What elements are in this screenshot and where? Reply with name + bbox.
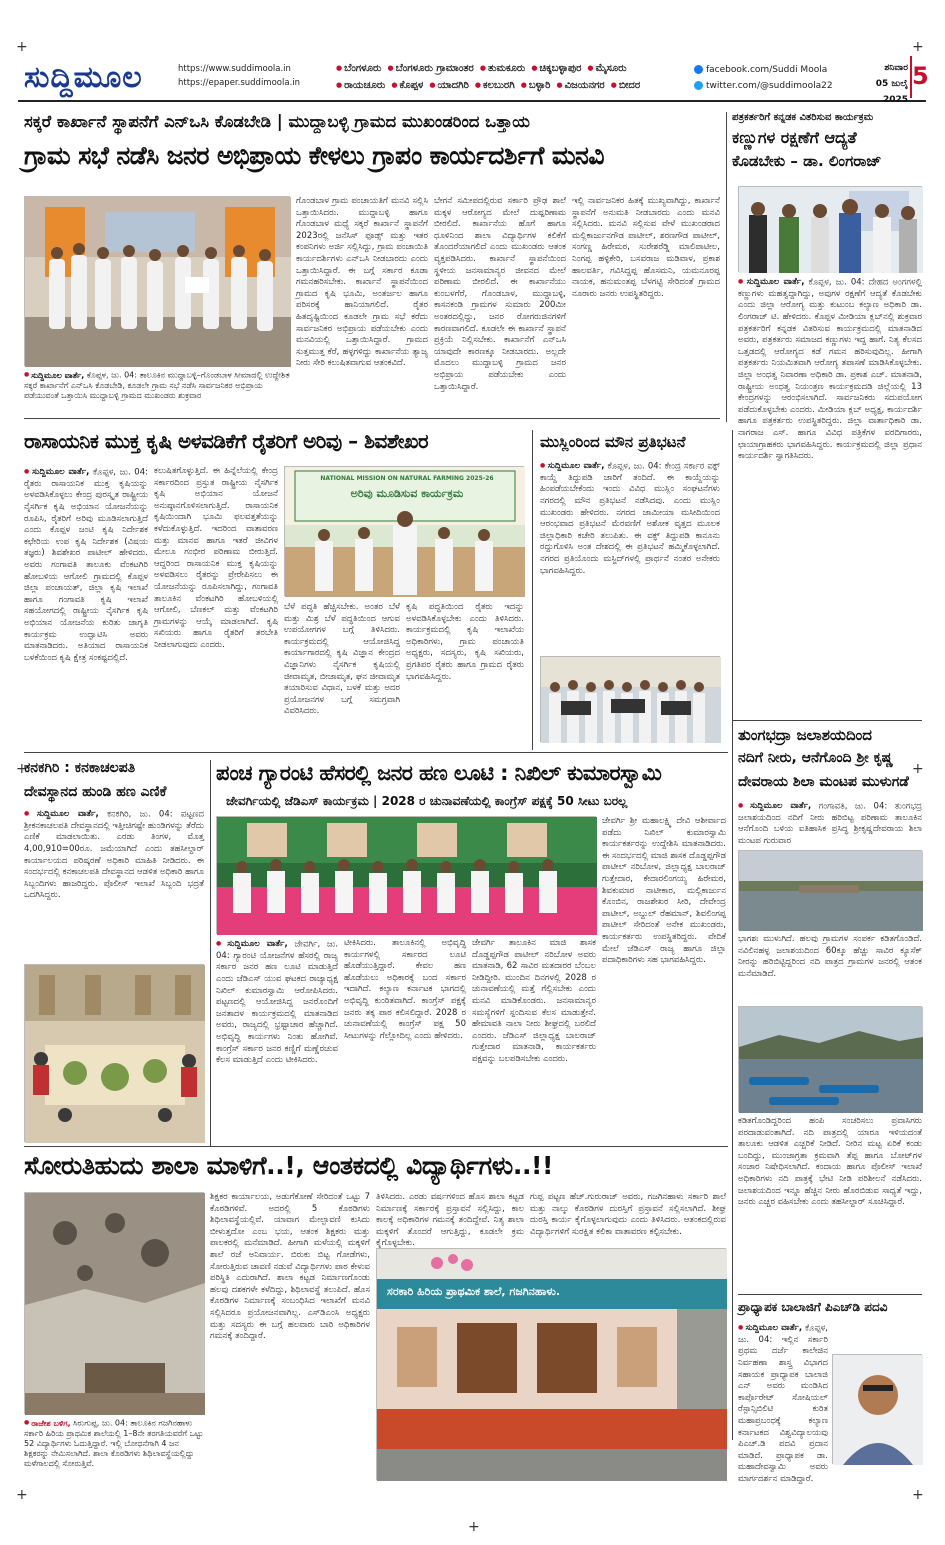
protest-headline: ಮುಸ್ಲಿಂರಿಂದ ಮೌನ ಪ್ರತಿಭಟನೆ xyxy=(540,433,686,451)
twitter-link[interactable]: twitter.com/@suddimoola22 xyxy=(706,81,833,91)
kanakagiri-text: ಕನಕಗಿರಿ, ಜು. 04: ಪಟ್ಟಣದ ಶ್ರೀಕನಕಾಚಲಪತಿ ದೇವಸ್ಥಾನದಲ್ಲಿ ಇತ್ತೀಚಿಗಷ್ಟೇ ಹುಂಡಿಗಳನ್ನು ತೆರೆದು ಎಣಿಕೆ ಮಾಡಲಾಯಿತು. ಎರಡು ತಿಂಗಳ, ಮೊತ್ತ 4,00,910=00ರೂ. ಜಮೆಯಾಗಿದೆ ಎಂದು ತಹಸೀಲ್ದಾರ್ ಕಾರ್ಯಾಲಯದ ಪರಿಷ್ಕರಣೆ ಅಧಿಕಾರಿ ಮಾಹಿತಿ ನೀಡಿದರು. ಈ ಸಂದರ್ಭದಲ್ಲಿ ಕನಕಾಚಲಪತಿ ದೇವಸ್ಥಾನದ ಆಡಳಿತ ಅಧಿಕಾರಿ ಹಾಗೂ ಸಿಬ್ಬಂದಿಗಳು ಹಾಜರಿದ್ದರು. ಪೊಲೀಸ್ ಇಲಾಖೆ ಸಿಬ್ಬಂದಿ ಭದ್ರತೆ ಒದಗಿಸಿದ್ದರು. xyxy=(24,809,205,901)
city-item: ● ಬಳ್ಳಾರಿ xyxy=(521,80,551,91)
kanakagiri-photo xyxy=(24,964,204,1142)
city-item: ● ರಾಯಚೂರು xyxy=(336,80,385,91)
protest-photo xyxy=(540,656,720,742)
kanakagiri-body xyxy=(24,808,204,956)
banner-title: ಅರಿವು ಮೂಡಿಸುವ ಕಾರ್ಯಕ್ರಮ xyxy=(350,487,464,500)
column-divider xyxy=(732,430,733,1440)
school-col3: ಗುಪ್ಪ ಪಟ್ಟಣ ಹೆಚ್.ಗುರುರಾಜ್ ಅವರು, ಗಜಗಿನಹಾಳು ಸರ್ಕಾರಿ ಶಾಲೆ ಮತ್ತು ನಾಲ್ಕು ಕೊಠಡಿಗಳ ದುರಸ್ತಿಗೆ ಪ್ರಸ್ತಾವನೆ ಸಲ್ಲಿಸಲಾಗಿದೆ. ಶೀಘ್ರ ದುರಸ್ತಿ ಕಾರ್ಯ ಕೈಗೊಳ್ಳಲಾಗುವುದು ಎಂದು ತಿಳಿಸಿದರು. ಆತಂಕದಲ್ಲಿರುವ ವಿದ್ಯಾರ್ಥಿಗಳಿಗೆ ಸುರಕ್ಷಿತ ಕಲಿಕಾ ವಾತಾವರಣ ಕಲ್ಪಿಸಬೇಕು. xyxy=(530,1192,726,1237)
story1-col1: ಗೊಂಡಬಾಳ ಗ್ರಾಮ ಪಂಚಾಯತಿಗೆ ಮನವಿ ಸಲ್ಲಿಸಿ ಒತ್ತಾಯಿಸಿದರು. ಮುದ್ದಾಬಳ್ಳಿ ಹಾಗೂ ಗೊಂಡಬಾಳ ಮಧ್ಯೆ ಸಕ್ಕರೆ ಕಾರ್ಖಾನೆ ಸ್ಥಾಪನೆಗೆ 2023ರಲ್ಲಿ ಜನೆಸಿಸ್ ಫೂಡ್ಸ್ ಮತ್ತು ಇತರ ಕಂಪನಿಗಳು ಅರ್ಜಿ ಸಲ್ಲಿಸಿದ್ದು, ಗ್ರಾಮ ಪಂಚಾಯಿತಿ ಕಾರ್ಯದರ್ಶಿಗಳು ಎನ್‌ಒಸಿ ನೀಡಬಾರದು ಎಂದು ಒತ್ತಾಯಿಸಿದ್ದಾರೆ. ಈ ಬಗ್ಗೆ ಸರ್ಕಾರ ಕೂಡಾ ಗಮನಹರಿಸಬೇಕು. ಕಾರ್ಖಾನೆ ಸ್ಥಾಪನೆಯಿಂದ ಗ್ರಾಮದ ಕೃಷಿ ಭೂಮಿ, ಅಂತರ್ಜಲ ಹಾಗೂ ಪರಿಸರಕ್ಕೆ ಹಾನಿಯಾಗಲಿದೆ. ರೈತರ ಹಿತದೃಷ್ಟಿಯಿಂದ ಕೂಡಲೇ ಗ್ರಾಮ ಸಭೆ ಕರೆದು ಸಾರ್ವಜನಿಕರ ಅಭಿಪ್ರಾಯ ಪಡೆಯಬೇಕು ಎಂದು ಮನವಿಯಲ್ಲಿ ಒತ್ತಾಯಿಸಿದ್ದಾರೆ. ಗ್ರಾಮದ ಸುತ್ತಮುತ್ತ ಕೆರೆ, ಹಳ್ಳಗಳಿದ್ದು ಕಾರ್ಖಾನೆಯ ತ್ಯಾಜ್ಯ ನೀರು ಸೇರಿ ಕಲುಷಿತವಾಗುವ ಆತಂಕವಿದೆ. xyxy=(296,196,428,369)
hampi-photo-boats xyxy=(738,1006,922,1112)
issue-date xyxy=(854,60,908,108)
school-col2: ತಿಳಿಸಿದರು. ಎರಡು ವರ್ಷಗಳಿಂದ ಹೊಸ ಶಾಲಾ ಕಟ್ಟಡ ನಿರ್ಮಾಣಕ್ಕೆ ಸರ್ಕಾರಕ್ಕೆ ಪ್ರಸ್ತಾವನೆ ಸಲ್ಲಿಸಿದ್ದು, ಕಾಲ ಕಾಲಕ್ಕೆ ಅಧಿಕಾರಿಗಳ ಗಮನಕ್ಕೆ ತಂದಿದ್ದೇವೆ. ನಿತ್ಯ ಶಾಲಾ ಮಕ್ಕಳಿಗೆ ತೊಂದರೆ ಆಗುತ್ತಿದ್ದು, ಕೂಡಲೇ ಕ್ರಮ ಕೈಗೊಳ್ಳಬೇಕು. xyxy=(376,1192,524,1249)
facebook-icon xyxy=(694,65,703,74)
lingaraj-photo xyxy=(738,186,922,272)
column-divider xyxy=(210,760,211,1146)
nikhil-col3: ಜೇವರ್ಗಿ ತಾಲೂಕಿನ ಮಾಜಿ ಶಾಸಕ ದೊಡ್ಡಪ್ಪಗೌಡ ಪಾಟೀಲ್ ನರಿಬೋಳ ಅವರು ಮಾತನಾಡಿ, 62 ಸಾವಿರ ಮತದಾರರ ಬೆಂಬಲ ನೀಡಿದ್ದೀರಿ. ಮುಂದಿನ ದಿನಗಳಲ್ಲಿ 2028 ರ ಚುನಾವಣೆಯಲ್ಲಿ ಮತ್ತೆ ಗೆಲ್ಲಿಸಬೇಕು ಎಂದು ಮನವಿ ಮಾಡಿಕೊಂಡರು. ಜನಸಾಮಾನ್ಯರ ಸಮಸ್ಯೆಗಳಿಗೆ ಸ್ಪಂದಿಸುವ ಕೆಲಸ ಮಾಡುತ್ತೇನೆ. ಹೇಮಾವತಿ ನಾಲಾ ನೀರು ಶೀಘ್ರದಲ್ಲಿ ಬರಲಿದೆ ಎಂದರು. ಜೆಡಿಎಸ್ ಜಿಲ್ಲಾಧ್ಯಕ್ಷ ಬಾಲರಾಜ್ ಗುತ್ತೇದಾರ ಮಾತನಾಡಿ, ಕಾರ್ಯಕರ್ತರು ಪಕ್ಷವನ್ನು ಬಲಪಡಿಸಬೇಕು ಎಂದರು. xyxy=(472,938,596,1064)
city-item: ● ಬೆಂಗಳೂರು xyxy=(336,63,381,74)
epaper-link[interactable]: https://epaper.suddimoola.in xyxy=(178,78,301,88)
protest-text: ಕೊಪ್ಪಳ, ಜು. 04: ಕೇಂದ್ರ ಸರ್ಕಾರ ವಕ್ಫ್ ಕಾಯ್ದೆ ತಿದ್ದುಪಡಿ ಜಾರಿಗೆ ತಂದಿದೆ. ಈ ಕಾಯ್ದೆಯನ್ನು ಹಿಂಪಡೆಯಬೇಕೆಂದು ಇಂದು ವಿವಿಧ ಮುಸ್ಲಿಂ ಸಂಘಟನೆಗಳು ನಗರದಲ್ಲಿ ಮೌನ ಪ್ರತಿಭಟನೆ ನಡೆಸಿದವು. ಎಂದು ಮುಸ್ಲಿಂ ಮುಖಂಡರು ಹೇಳಿದರು. ನಗರದ ಜಾಮೀಯಾ ಮಸೀದಿಯಿಂದ ಆರಂಭವಾದ ಪ್ರತಿಭಟನೆ ಮೆರವಣಿಗೆ ಅಶೋಕ ವೃತ್ತದ ಮೂಲಕ ಜಿಲ್ಲಾಧಿಕಾರಿ ಕಚೇರಿ ತಲುಪಿತು. ಈ ವಕ್ಫ್ ತಿದ್ದುಪಡಿ ಕಾನೂನು ರದ್ದುಗೊಳಿಸಿ ಅಂತ ದೇಶದಲ್ಲಿ ಈ ಪ್ರತಿಭಟನೆ ಹಮ್ಮಿಕೊಳ್ಳಲಾಗಿದೆ. ನಗರದ ಪ್ರತಿಯೊಂದು ಮಸ್ಜಿದ್‌ಗಳಲ್ಲಿ ಪ್ರಾರ್ಥನೆ ನಂತರ ಅನೇಕರು ಭಾಗವಹಿಸಿದ್ದರು. xyxy=(540,461,721,576)
shivashekar-col4: ಕೃಷಿ ಪದ್ಧತಿಯಿಂದ ರೈತರು ಇದನ್ನು ಅಳವಡಿಸಿಕೊಳ್ಳಬೇಕು ಎಂದು ತಿಳಿಸಿದರು. ಕಾರ್ಯಕ್ರಮದಲ್ಲಿ ಕೃಷಿ ಇಲಾಖೆಯ ಅಧಿಕಾರಿಗಳು, ಗ್ರಾಮ ಪಂಚಾಯತಿ ಅಧ್ಯಕ್ಷರು, ಸದಸ್ಯರು, ಕೃಷಿ ಸಖಿಯರು, ಪ್ರಗತಿಪರ ರೈತರು ಹಾಗೂ ಗ್ರಾಮದ ರೈತರು ಭಾಗವಹಿಸಿದ್ದರು. xyxy=(406,602,524,682)
city-item: ● ಚಿಕ್ಕಬಳ್ಳಾಪುರ xyxy=(531,63,581,74)
story1-col2: ಬೇಗನೆ ಸಮೀಪದಲ್ಲಿರುವ ಸರ್ಕಾರಿ ಪ್ರೌಢ ಶಾಲೆ ಮಕ್ಕಳ ಆರೋಗ್ಯದ ಮೇಲೆ ದುಷ್ಪರಿಣಾಮ ಬೀರಲಿದೆ. ಕಾರ್ಖಾನೆಯ ಹೊಗೆ ಹಾಗೂ ಧೂಳಿನಿಂದ ಶಾಲಾ ವಿದ್ಯಾರ್ಥಿಗಳ ಕಲಿಕೆಗೆ ತೊಂದರೆಯಾಗಲಿದೆ ಎಂದು ಮುಖಂಡರು ಆತಂಕ ವ್ಯಕ್ತಪಡಿಸಿದರು. ಕಾರ್ಖಾನೆ ಸ್ಥಾಪನೆಯಿಂದ ಸ್ಥಳೀಯ ಜನಸಾಮಾನ್ಯರ ಜೀವನದ ಮೇಲೆ ಪರಿಣಾಮ ಬೀರಲಿದೆ. ಈ ಕಾರ್ಖಾನೆಯು ಕುಂಬಳಗೆರೆ, ಗೊಂಡಬಾಳ, ಮುದ್ದಾಬಳ್ಳಿ, ಕಾಸನಕಂಡಿ ಗ್ರಾಮಗಳ ಸುಮಾರು 200ಮೀ ಅಂತರದಲ್ಲಿದ್ದು, ಜನರ ರೋಗರುಜಿನಗಳಿಗೆ ಕಾರಣವಾಗಲಿದೆ. ಕೂಡಲೇ ಈ ಕಾರ್ಖಾನೆ ಸ್ಥಾಪನೆ ಪ್ರಕ್ರಿಯೆ ನಿಲ್ಲಿಸಬೇಕು. ಕಾರ್ಖಾನೆಗೆ ಎನ್‌ಒಸಿ ಯಾವುದೇ ಕಾರಣಕ್ಕೂ ನೀಡಬಾರದು. ಅಲ್ಲದೇ ಮೊದಲು ಮುದ್ದಾಬಳ್ಳಿ ಗ್ರಾಮದ ಜನರ ಅಭಿಪ್ರಾಯ ಪಡೆಯಬೇಕು ಎಂದು ಒತ್ತಾಯಿಸಿದ್ದಾರೆ. xyxy=(434,196,566,392)
kanakagiri-headline-line2: ದೇವಸ್ಥಾನದ ಹುಂಡಿ ಹಣ ಎಣಿಕೆ xyxy=(24,784,167,800)
balaji-text: ಕೊಪ್ಪಳ, ಜು. 04: ಇಲ್ಲಿನ ಸರ್ಕಾರಿ ಪ್ರಥಮ ದರ್ಜೆ ಕಾಲೇಜಿನ ನಿರ್ವಹಣಾ ಶಾಸ್ತ್ರ ವಿಭಾಗದ ಸಹಾಯಕ ಪ್ರಾಧ್ಯಾಪಕ ಬಾಲಾಜಿ ಎನ್ ಅವರು ಮಂಡಿಸಿದ ಕಾರ್ಪೊರೇಟ್ ಸೋಷಿಯಲ್ ರೆಸ್ಪಾನ್ಸಿಬಿಲಿಟಿ ಕುರಿತ ಮಹಾಪ್ರಬಂಧಕ್ಕೆ ಕಲ್ಯಾಣ ಕರ್ನಾಟಕದ ವಿಶ್ವವಿದ್ಯಾಲಯವು ಪಿಎಚ್.ಡಿ ಪದವಿ ಪ್ರದಾನ ಮಾಡಿದೆ. ಪ್ರಾಧ್ಯಾಪಕ ಡಾ. ಮಹಾದೇವಸ್ವಾಮಿ ಅವರು ಮಾರ್ಗದರ್ಶನ ಮಾಡಿದ್ದಾರೆ. xyxy=(738,1323,828,1485)
nikhil-side-body: ಜೇವರ್ಗಿ ಶ್ರೀ ಮಹಾಲಕ್ಷ್ಮಿ ದೇವಿ ಆಶೀರ್ವಾದ ಪಡೆದು ನಿಖಿಲ್ ಕುಮಾರಸ್ವಾಮಿ ಕಾರ್ಯಕರ್ತರನ್ನು ಉದ್ದೇಶಿಸಿ ಮಾತನಾಡಿದರು. ಈ ಸಂದರ್ಭದಲ್ಲಿ ಮಾಜಿ ಶಾಸಕ ದೊಡ್ಡಪ್ಪಗೌಡ ಪಾಟೀಲ್ ನರಿಬೋಳ, ಜಿಲ್ಲಾಧ್ಯಕ್ಷ ಬಾಲರಾಜ್ ಗುತ್ತೇದಾರ, ಕೇದಾರಲಿಂಗಯ್ಯ ಹಿರೇಮಠ, ಶಿವಕುಮಾರ ನಾಟೀಕಾರ, ಮಲ್ಲಿಕಾರ್ಜುನ ಕೊಂಬಿನ, ರಾಜಶೇಖರ ಸೀರಿ, ದೇವೇಂದ್ರ ಪಾಟೀಲ್, ಅಬ್ದುಲ್ ರೆಹಮಾನ್, ಶಿವಲಿಂಗಪ್ಪ ಪಾಟೀಲ್ ಸೇರಿದಂತೆ ಅನೇಕ ಮುಖಂಡರು, ಕಾರ್ಯಕರ್ತರು ಉಪಸ್ಥಿತರಿದ್ದರು. ವೇದಿಕೆ ಮೇಲೆ ಜೆಡಿಎಸ್ ರಾಜ್ಯ ಹಾಗೂ ಜಿಲ್ಲಾ ಪದಾಧಿಕಾರಿಗಳು ಸಹ ಭಾಗವಹಿಸಿದ್ದರು. xyxy=(602,816,726,966)
divider xyxy=(24,752,728,753)
twitter-icon xyxy=(694,81,703,90)
story1-col3: ಇಲ್ಲಿ ನಾರ್ವಜನಿಕರ ಹಿತಕ್ಕೆ ಮುಖ್ಯವಾಗಿದ್ದು, ಕಾರ್ಖಾನೆ ಸ್ಥಾಪನೆಗೆ ಅನುಮತಿ ನೀಡಬಾರದು ಎಂದು ಮನವಿ ಸಲ್ಲಿಸಿದರು. ಮನವಿ ಸಲ್ಲಿಸುವ ವೇಳೆ ಮುಖಂಡರಾದ ಮಲ್ಲಿಕಾರ್ಜುನಗೌಡ ಪಾಟೀಲ್, ಶರಣಗೌಡ ಪಾಟೀಲ್, ಸಂಗಣ್ಣ ಹಿರೇಮಠ, ಸುರೇಶರೆಡ್ಡಿ ಮಾಲಿಪಾಟೀಲ, ನಿಂಗಪ್ಪ ಹಳ್ಳಿಕೇರಿ, ಬಸವರಾಜ ಮಡಿವಾಳ, ಪ್ರಕಾಶ ಹಾಲವರ್ತಿ, ಗವಿಸಿದ್ದಪ್ಪ ಹೊಸಮನಿ, ಯಮನೂರಪ್ಪ ನಾಯಕ, ಹನುಮಂತಪ್ಪ ಬೆಳಗಟ್ಟಿ ಸೇರಿದಂತೆ ಗ್ರಾಮದ ನೂರಾರು ಜನರು ಉಪಸ್ಥಿತರಿದ್ದರು. xyxy=(572,196,720,299)
story1-headline: ಗ್ರಾಮ ಸಭೆ ನಡೆಸಿ ಜನರ ಅಭಿಪ್ರಾಯ ಕೇಳಲು ಗ್ರಾಪಂ ಕಾರ್ಯದರ್ಶಿಗೆ ಮನವಿ xyxy=(24,141,604,170)
shivashekar-byline: ● ಸುದ್ದಿಮೂಲ ವಾರ್ತೆ, xyxy=(24,467,89,477)
lingaraj-text: ಕೊಪ್ಪಳ, ಜು. 04: ದೇಹದ ಅಂಗಗಳಲ್ಲಿ ಕಣ್ಣುಗಳು ಮಹತ್ವದ್ದಾಗಿದ್ದು, ಅವುಗಳ ರಕ್ಷಣೆಗೆ ಆದ್ಯತೆ ಕೊಡಬೇಕು ಎಂದು ಜಿಲ್ಲಾ ಆರೋಗ್ಯ ಮತ್ತು ಕುಟುಂಬ ಕಲ್ಯಾಣ ಅಧಿಕಾರಿ ಡಾ. ಲಿಂಗರಾಜ್ ಟಿ. ಹೇಳಿದರು. ಕೊಪ್ಪಳ ಮೀಡಿಯಾ ಕ್ಲಬ್‌ನಲ್ಲಿ ಶುಕ್ರವಾರ ಪತ್ರಕರ್ತರಿಗೆ ಕನ್ನಡಕ ವಿತರಿಸುವ ಕಾರ್ಯಕ್ರಮದಲ್ಲಿ ಮಾತನಾಡಿದ ಅವರು, ಪತ್ರಕರ್ತರು ಸಮಾಜದ ಕಣ್ಣುಗಳು ಇದ್ದ ಹಾಗೆ. ನಿತ್ಯ ಕೆಲಸದ ಒತ್ತಡದಲ್ಲಿ ಆರೋಗ್ಯದ ಕಡೆ ಗಮನ ಹರಿಸುವುದಿಲ್ಲ. ಹೀಗಾಗಿ ಪತ್ರಕರ್ತರು ನಿಯಮಿತವಾಗಿ ಆರೋಗ್ಯ ತಪಾಸಣೆ ಮಾಡಿಸಿಕೊಳ್ಳಬೇಕು. ಜಿಲ್ಲಾ ಅಂಧತ್ವ ನಿವಾರಣಾ ಅಧಿಕಾರಿ ಡಾ. ಪ್ರಕಾಶ ಎಚ್. ಮಾತನಾಡಿ, ರಾಷ್ಟ್ರೀಯ ಅಂಧತ್ವ ನಿಯಂತ್ರಣ ಕಾರ್ಯಕ್ರಮದಡಿ ಜಿಲ್ಲೆಯಲ್ಲಿ 13 ಕೇಂದ್ರಗಳನ್ನು ಆರಂಭಿಸಲಾಗಿದೆ. ಸಾರ್ವಜನಿಕರು ಸದುಪಯೋಗ ಪಡೆದುಕೊಳ್ಳಬೇಕು ಎಂದರು. ಮೀಡಿಯಾ ಕ್ಲಬ್ ಅಧ್ಯಕ್ಷ, ಕಾರ್ಯದರ್ಶಿ ಹಾಗೂ ಪತ್ರಕರ್ತರು ಉಪಸ್ಥಿತರಿದ್ದರು. ಜಿಲ್ಲಾ ವಾರ್ತಾಧಿಕಾರಿ ಡಾ. ನಾಗರಾಜ ಎಸ್. ಹಾಗೂ ವಿವಿಧ ಪತ್ರಿಕೆಗಳ ವರದಿಗಾರರು, ಛಾಯಾಗ್ರಾಹಕರು ಭಾಗವಹಿಸಿದ್ದರು. ಕಾರ್ಯಕ್ರಮದಲ್ಲಿ ಜಿಲ್ಲಾ ಪ್ರಧಾನ ಕಾರ್ಯದರ್ಶಿ ಸ್ವಾಗತಿಸಿದರು. xyxy=(738,277,923,462)
crop-mark-icon: + xyxy=(16,1487,28,1503)
issue-day: ಶನಿವಾರ xyxy=(884,63,908,73)
city-item: ● ಕೊಪ್ಪಳ xyxy=(391,80,423,91)
newspaper-logo: ಸುದ್ದಿಮೂಲ xyxy=(24,60,143,95)
school-photo-building xyxy=(376,1248,726,1480)
crop-mark-icon: + xyxy=(912,1487,924,1503)
kanakagiri-headline-line1: ಕನಕಗಿರಿ : ಕನಕಾಚಲಪತಿ xyxy=(24,760,136,776)
nikhil-headline: ಪಂಚ ಗ್ಯಾರಂಟಿ ಹೆಸರಲ್ಲಿ ಜನರ ಹಣ ಲೂಟಿ : ನಿಖಿಲ್ ಕುಮಾರಸ್ವಾಮಿ xyxy=(216,761,662,785)
column-divider xyxy=(726,112,727,422)
edition-cities xyxy=(336,60,676,94)
column-divider xyxy=(532,430,533,750)
nikhil-photo xyxy=(216,816,596,934)
city-item: ● ಬೀದರ xyxy=(611,80,640,91)
hampi-headline-line1: ತುಂಗಭದ್ರಾ ಜಲಾಶಯದಿಂದ xyxy=(738,726,872,744)
nikhil-byline: ● ಸುದ್ದಿಮೂಲ ವಾರ್ತೆ, xyxy=(216,939,288,949)
hampi-headline-line3: ದೇವರಾಯ ಶಿಲಾ ಮಂಟಪ ಮುಳುಗಡೆ xyxy=(738,774,909,790)
crop-mark-icon: + xyxy=(16,39,28,55)
city-item: ● ಮೈಸೂರು xyxy=(587,63,626,74)
divider xyxy=(732,720,922,721)
shivashekar-col3: ಬೆಳೆ ಪದ್ಧತಿ ಹೆಚ್ಚಿಸಬೇಕು. ಅಂತರ ಬೆಳೆ ಮತ್ತು ಮಿಶ್ರ ಬೆಳೆ ಪದ್ಧತಿಯಿಂದ ಆಗುವ ಉಪಯೋಗಗಳ ಬಗ್ಗೆ ತಿಳಿಸಿದರು. ಕಾರ್ಯಕ್ರಮದಲ್ಲಿ ಆಯೋಜಿಸಿದ್ದ ಕಾರ್ಯಾಗಾರದಲ್ಲಿ ಕೃಷಿ ವಿಜ್ಞಾನ ಕೇಂದ್ರದ ವಿಜ್ಞಾನಿಗಳು ನೈಸರ್ಗಿಕ ಕೃಷಿಯಲ್ಲಿ ಜೀವಾಮೃತ, ಬೀಜಾಮೃತ, ಘನ ಜೀವಾಮೃತ ತಯಾರಿಸುವ ವಿಧಾನ, ಬಳಕೆ ಮತ್ತು ಅದರ ಪ್ರಯೋಜನಗಳ ಬಗ್ಗೆ ಸಮಗ್ರವಾಗಿ ವಿವರಿಸಿದರು. xyxy=(284,602,400,717)
crop-mark-icon: + xyxy=(912,761,924,777)
lingaraj-body xyxy=(738,276,922,714)
shivashekar-photo xyxy=(284,466,524,596)
balaji-headline: ಪ್ರಾಧ್ಯಾಪಕ ಬಾಲಾಜಿಗೆ ಪಿಎಚ್‌ಡಿ ಪದವಿ xyxy=(738,1300,888,1314)
caption-byline: ● ಸುದ್ದಿಮೂಲ ವಾರ್ತೆ, xyxy=(24,371,84,380)
hampi-body2: ಭಾಗಶಃ ಮುಳುಗಿದೆ. ಹಲವು ಗ್ರಾಮಗಳ ಸಂಪರ್ಕ ಕಡಿತಗೊಂಡಿದೆ. ನವಿಲಿನಹಳ್ಳ ಜಲಾಶಯದಿಂದ 60ಕ್ಕೂ ಹೆಚ್ಚು ಸಾವಿರ ಕ್ಯೂಸೆಕ್ ನೀರನ್ನು ಹರಿಬಿಟ್ಟಿದ್ದರಿಂದ ನದಿ ಪಾತ್ರದ ಗ್ರಾಮಗಳ ಜನರಲ್ಲಿ ಆತಂಕ ಮನೆಮಾಡಿದೆ. xyxy=(738,934,922,979)
hampi-text1: ಗಂಗಾವತಿ, ಜು. 04: ತುಂಗಭದ್ರ ಜಲಾಶಯದಿಂದ ನದಿಗೆ ನೀರು ಹರಿಬಿಟ್ಟ ಪರಿಣಾಮ ತಾಲೂಕಿನ ಆನೆಗೊಂದಿ ಬಳಿಯ ಐತಿಹಾಸಿಕ ಪ್ರಸಿದ್ಧ ಶ್ರೀಕೃಷ್ಣದೇವರಾಯ ಶಿಲಾ ಮಂಟಪ ಗುರುವಾರ xyxy=(738,801,922,847)
city-item: ● ಕಲಬುರಗಿ xyxy=(475,80,515,91)
balaji-body xyxy=(738,1322,828,1485)
lingaraj-headline-line2: ಕೊಡಬೇಕು – ಡಾ. ಲಿಂಗರಾಜ್ xyxy=(732,152,882,170)
city-item: ● ವಿಜಯನಗರ xyxy=(556,80,604,91)
nikhil-col1-text: ಜೇವರ್ಗಿ, ಜು. 04: ಗ್ಯಾರಂಟಿ ಯೋಜನೆಗಳ ಹೆಸರಲ್ಲಿ ರಾಜ್ಯ ಸರ್ಕಾರ ಜನರ ಹಣ ಲೂಟಿ ಮಾಡುತ್ತಿದೆ ಎಂದು ಜೆಡಿಎಸ್ ಯುವ ಘಟಕದ ರಾಜ್ಯಾಧ್ಯಕ್ಷ ನಿಖಿಲ್ ಕುಮಾರಸ್ವಾಮಿ ಆರೋಪಿಸಿದರು. ಪಟ್ಟಣದಲ್ಲಿ ಆಯೋಜಿಸಿದ್ದ ಜನರೊಂದಿಗೆ ಜನತಾದಳ ಕಾರ್ಯಕ್ರಮದಲ್ಲಿ ಮಾತನಾಡಿದ ಅವರು, ರಾಜ್ಯದಲ್ಲಿ ಭ್ರಷ್ಟಾಚಾರ ಹೆಚ್ಚಾಗಿದೆ. ಅಭಿವೃದ್ಧಿ ಕಾರ್ಯಗಳು ನಿಂತು ಹೋಗಿವೆ. ಕಾಂಗ್ರೆಸ್ ಸರ್ಕಾರ ಜನರ ಕಣ್ಣಿಗೆ ಮಣ್ಣೆರಚುವ ಕೆಲಸ ಮಾಡುತ್ತಿದೆ ಎಂದು ಟೀಕಿಸಿದರು. xyxy=(216,939,338,1066)
issue-date-text: 05 ಜುಲೈ 2025 xyxy=(875,79,908,105)
shivashekar-col2: ಕಲುಷಿತಗೊಳ್ಳುತ್ತಿದೆ. ಈ ಹಿನ್ನೆಲೆಯಲ್ಲಿ ಕೇಂದ್ರ ಸರ್ಕಾರದಿಂದ ಪ್ರಸ್ತುತ ರಾಷ್ಟ್ರೀಯ ನೈಸರ್ಗಿಕ ಕೃಷಿ ಅಭಿಯಾನ ಯೋಜನೆ ಅನುಷ್ಠಾನಗೊಳಿಸಲಾಗುತ್ತಿದೆ. ರಾಸಾಯನಿಕ ಕೃಷಿಯಿಂದಾಗಿ ಭೂಮಿ ಫಲವತ್ತತೆಯನ್ನು ಕಳೆದುಕೊಳ್ಳುತ್ತಿದೆ. ಇದರಿಂದ ವಾತಾವರಣ ಮತ್ತು ಮಾನವ ಹಾಗೂ ಇತರೆ ಜೀವಿಗಳ ಮೇಲೂ ಗಂಭೀರ ಪರಿಣಾಮ ಬೀರುತ್ತಿದೆ. ಆದ್ದರಿಂದ ರಾಸಾಯನಿಕ ಮುಕ್ತ ಕೃಷಿಯನ್ನು ಅಳವಡಿಸಲು ರೈತರನ್ನು ಪ್ರೇರೇಪಿಸಲು ಈ ಯೋಜನೆಯನ್ನು ರೂಪಿಸಲಾಗಿದ್ದು, ಗಂಗಾವತಿ ತಾಲೂಕಿನ ವೆಂಕಟಗಿರಿ ಹೋಬಳಿಯಲ್ಲಿ ಆಗೋಲಿ, ಬೆಣಕಲ್ ಮತ್ತು ವೆಂಕಟಗಿರಿ ಗ್ರಾಮಗಳನ್ನು ಆಯ್ಕೆ ಮಾಡಲಾಗಿದೆ. ಕೃಷಿ ಸಖಿಯರು ಹಾಗೂ ರೈತರಿಗೆ ತರಬೇತಿ ನೀಡಲಾಗುವುದು ಎಂದರು. xyxy=(154,466,278,650)
crop-mark-icon: + xyxy=(468,1519,480,1535)
story1-kicker: ಸಕ್ಕರೆ ಕಾರ್ಖಾನೆ ಸ್ಥಾಪನೆಗೆ ಎನ್‌ಒಸಿ ಕೊಡಬೇಡಿ | ಮುದ್ದಾಬಳ್ಳಿ ಗ್ರಾಮದ ಮುಖಂಡರಿಂದ ಒತ್ತಾಯ xyxy=(24,112,530,131)
hampi-body1 xyxy=(738,800,922,846)
shivashekar-col1 xyxy=(24,466,148,746)
school-caption-text: ಸಿರುಗುಪ್ಪ, ಜು. 04: ತಾಲೂಕಿನ ಗಜಗಿನಹಾಳು ಸರ್ಕಾರಿ ಹಿರಿಯ ಪ್ರಾಥಮಿಕ ಶಾಲೆಯಲ್ಲಿ 1–8ನೇ ತರಗತಿಯವರೆಗೆ ಒಟ್ಟು 52 ವಿದ್ಯಾರ್ಥಿಗಳು ಓದುತ್ತಿದ್ದಾರೆ. ಇಲ್ಲಿ ಬೋಧನೆಗಾಗಿ 4 ಜನ ಶಿಕ್ಷಕರನ್ನು ನೇಮಿಸಲಾಗಿದೆ. ಶಾಲಾ ಕೊಠಡಿಗಳು ಶಿಥಿಲಾವಸ್ಥೆಯಲ್ಲಿದ್ದು ಮಳೆಗಾಲದಲ್ಲಿ ಸೋರುತ್ತಿವೆ. xyxy=(24,1418,204,1468)
facebook-link[interactable]: facebook.com/Suddi Moola xyxy=(706,65,828,75)
protest-body xyxy=(540,460,720,652)
school-photo-ceiling xyxy=(24,1192,204,1414)
divider xyxy=(24,1146,728,1147)
story1-caption xyxy=(24,370,290,406)
kanakagiri-byline: ● ಸುದ್ದಿಮೂಲ ವಾರ್ತೆ, xyxy=(24,809,99,819)
nikhil-subhead: ಜೇವರ್ಗಿಯಲ್ಲಿ ಜೆಡಿಎಸ್ ಕಾರ್ಯಕ್ರಮ | 2028 ರ ಚುನಾವಣೆಯಲ್ಲಿ ಕಾಂಗ್ರೆಸ್ ಪಕ್ಷಕ್ಕೆ 50 ಸೀಟು ಬರಲ್ಲ xyxy=(226,794,628,808)
shivashekar-col1-text: ಕೊಪ್ಪಳ, ಜು. 04: ರೈತರು ರಾಸಾಯನಿಕ ಮುಕ್ತ ಕೃಷಿಯನ್ನು ಅಳವಡಿಸಿಕೊಳ್ಳಲು ಕೇಂದ್ರ ಪುರಸ್ಕೃತ ರಾಷ್ಟ್ರೀಯ ನೈಸರ್ಗಿಕ ಕೃಷಿ ಅಭಿಯಾನ ಯೋಜನೆಯನ್ನು ರೂಪಿಸಿ, ರೈತರಿಗೆ ಅರಿವು ಮೂಡಿಸಲಾಗುತ್ತಿದೆ ಎಂದು ಕೊಪ್ಪಳ ಜಂಟಿ ಕೃಷಿ ನಿರ್ದೇಶಕ ಕಛೇರಿಯ ಉಪ ಕೃಷಿ ನಿರ್ದೇಶಕ (ವಿಷಯ ತಜ್ಞರು) ಶಿವಶೇಖರ ಪಾಟೀಲ್ ಹೇಳಿದರು. ಅವರು ಗಂಗಾವತಿ ತಾಲೂಕು ವೆಂಕಟಗಿರಿ ಹೋಬಳಿಯ ಆಗೋಲಿ ಗ್ರಾಮದಲ್ಲಿ ಕೊಪ್ಪಳ ಜಿಲ್ಲಾ ಪಂಚಾಯತ್, ಜಿಲ್ಲಾ ಕೃಷಿ ಇಲಾಖೆ ಹಾಗೂ ಗಂಗಾವತಿ ಕೃಷಿ ಇಲಾಖೆ ಸಹಯೋಗದಲ್ಲಿ ರಾಷ್ಟ್ರೀಯ ನೈಸರ್ಗಿಕ ಕೃಷಿ ಅಭಿಯಾನ ಯೋಜನೆಯ ಕುರಿತು ಜಾಗೃತಿ ಕಾರ್ಯಕ್ರಮ ಉದ್ಘಾಟಿಸಿ ಅವರು ಮಾತನಾಡಿದರು. ಅತಿಯಾದ ರಾಸಾಯನಿಕ ಬಳಕೆಯಿಂದ ಕೃಷಿ ಕ್ಷೇತ್ರ ಸಂಕಷ್ಟದಲ್ಲಿದೆ. xyxy=(24,467,148,663)
banner-subtitle: NATIONAL MISSION ON NATURAL FARMING 2025-26 xyxy=(320,475,494,482)
school-headline: ಸೋರುತಿಹುದು ಶಾಲಾ ಮಾಳಿಗೆ..!, ಆಂತಕದಲ್ಲಿ ವಿದ್ಯಾರ್ಥಿಗಳು..!! xyxy=(24,1151,554,1180)
city-item: ● ಬೆಂಗಳೂರು ಗ್ರಾಮಾಂತರ xyxy=(387,63,473,74)
story1-photo xyxy=(24,196,290,366)
nikhil-col2: ಟೀಕಿಸಿದರು. ತಾಲೂಕಿನಲ್ಲಿ ಅಭಿವೃದ್ಧಿ ಕಾರ್ಯಗಳಲ್ಲಿ ಸರ್ಕಾರದ ಲೂಟಿ ಹೊಡೆಯುತ್ತಿದ್ದಾರೆ. ಕೇವಲ ಹಣ ಹೊಡೆಯಲು ಅಧಿಕಾರಕ್ಕೆ ಬಂದ ಸರ್ಕಾರ ಇದಾಗಿದೆ. ಕಲ್ಯಾಣ ಕರ್ನಾಟಕ ಭಾಗದಲ್ಲಿ ಅಭಿವೃದ್ಧಿ ಕುಂಠಿತವಾಗಿದೆ. ಕಾಂಗ್ರೆಸ್ ಪಕ್ಷಕ್ಕೆ ಜನರು ತಕ್ಕ ಪಾಠ ಕಲಿಸಲಿದ್ದಾರೆ. 2028 ರ ಚುನಾವಣೆಯಲ್ಲಿ ಕಾಂಗ್ರೆಸ್ ಪಕ್ಷ 50 ಸೀಟುಗಳನ್ನು ಗೆಲ್ಲೋದಿಲ್ಲ ಎಂದು ಹೇಳಿದರು. xyxy=(344,938,466,1041)
school-caption xyxy=(24,1418,204,1476)
website-link[interactable]: https://www.suddimoola.in xyxy=(178,64,291,74)
social-links xyxy=(694,62,833,94)
page-number: 5 xyxy=(910,56,928,98)
divider xyxy=(24,418,720,419)
lingaraj-headline-line1: ಕಣ್ಣುಗಳ ರಕ್ಷಣೆಗೆ ಆದ್ಯತೆ xyxy=(732,128,857,147)
website-links xyxy=(178,62,300,90)
lingaraj-byline: ● ಸುದ್ದಿಮೂಲ ವಾರ್ತೆ, xyxy=(738,277,804,287)
nikhil-col1 xyxy=(216,938,338,1142)
protest-byline: ● ಸುದ್ದಿಮೂಲ ವಾರ್ತೆ, xyxy=(540,461,604,471)
balaji-byline: ● ಸುದ್ದಿಮೂಲ ವಾರ್ತೆ, xyxy=(738,1323,802,1333)
hampi-headline-line2: ನದಿಗೆ ನೀರು, ಆನೆಗೊಂದಿ ಶ್ರೀ ಕೃಷ್ಣ xyxy=(738,750,894,766)
divider xyxy=(738,1294,922,1295)
balaji-photo xyxy=(832,1354,922,1464)
hampi-byline: ● ಸುದ್ದಿಮೂಲ ವಾರ್ತೆ, xyxy=(738,801,811,811)
hampi-photo-river xyxy=(738,850,922,930)
school-sign: ಸರಕಾರಿ ಹಿರಿಯ ಪ್ರಾಥಮಿಕ ಶಾಲೆ, ಗಜಗಿನಹಾಳು. xyxy=(387,1285,561,1298)
school-col1: ಶಿಕ್ಷಕರ ಕಾರ್ಯಾಲಯ, ಅಡುಗೆಕೋಣೆ ಸೇರಿದಂತೆ ಒಟ್ಟು 7 ಕೊಠಡಿಗಳಿವೆ. ಅದರಲ್ಲಿ 5 ಕೊಠಡಿಗಳು ಶಿಥಿಲಾವಸ್ಥೆಯಲ್ಲಿವೆ. ಯಾವಾಗ ಮೇಲ್ಛಾವಣಿ ಕುಸಿದು ಬೀಳುತ್ತದೋ ಎಂಬ ಭಯ, ಆತಂಕ ಶಿಕ್ಷಕರು ಮತ್ತು ಪಾಲಕರಲ್ಲಿ ಮನೆಮಾಡಿದೆ. ಹೀಗಾಗಿ ಮಳೆಯಲ್ಲಿ ಮಕ್ಕಳಿಗೆ ಶಾಲೆ ರಜೆ ಅನಿವಾರ್ಯ. ಬಿರುಕು ಬಿಟ್ಟ ಗೋಡೆಗಳು, ಸೋರುತ್ತಿರುವ ಚಾವಣಿ ನಡುವೆ ವಿದ್ಯಾರ್ಥಿಗಳು ಪಾಠ ಕೇಳುವ ಪರಿಸ್ಥಿತಿ ಎದುರಾಗಿದೆ. ಶಾಲಾ ಕಟ್ಟಡ ನಿರ್ಮಾಣಗೊಂಡು ಹಲವು ದಶಕಗಳೇ ಕಳೆದಿದ್ದು, ಶಿಥಿಲಾವಸ್ಥೆ ತಲುಪಿದೆ. ಹೊಸ ಕೊಠಡಿಗಳ ನಿರ್ಮಾಣಕ್ಕೆ ಸಂಬಂಧಿಸಿದ ಇಲಾಖೆಗೆ ಮನವಿ ಸಲ್ಲಿಸಿದರೂ ಪ್ರಯೋಜನವಾಗಿಲ್ಲ. ಎಸ್‌ಡಿಎಂಸಿ ಅಧ್ಯಕ್ಷರು ಮತ್ತು ಸದಸ್ಯರು ಈ ಬಗ್ಗೆ ಹಲವಾರು ಬಾರಿ ಅಧಿಕಾರಿಗಳ ಗಮನಕ್ಕೆ ತಂದಿದ್ದಾರೆ. xyxy=(210,1192,370,1342)
city-item: ● ಯಾದಗಿರಿ xyxy=(429,80,469,91)
lingaraj-kicker: ಪತ್ರಕರ್ತರಿಗೆ ಕನ್ನಡಕ ವಿತರಿಸುವ ಕಾರ್ಯಕ್ರಮ xyxy=(732,112,874,123)
caption-text: ಕೊಪ್ಪಳ, ಜು. 04: ತಾಲೂಕಿನ ಮುದ್ದಾಬಳ್ಳಿ–ಗೊಂಡಬಾಳ ಸೀಮಾದಲ್ಲಿ ಉದ್ದೇಶಿತ ಸಕ್ಕರೆ ಕಾರ್ಖಾನೆಗೆ ಎನ್‌ಒಸಿ ಕೊಡಬೇಡಿ, ಕೂಡಲೇ ಗ್ರಾಮ ಸಭೆ ನಡೆಸಿ ಸಾರ್ವಜನಿಕರ ಅಭಿಪ್ರಾಯ ಪಡೆಯುವಂತೆ ಒತ್ತಾಯಿಸಿ ಮುದ್ದಾಬಳ್ಳಿ ಗ್ರಾಮದ ಮುಖಂಡರು ಶುಕ್ರವಾರ xyxy=(24,370,290,400)
crop-mark-icon: + xyxy=(16,761,28,777)
masthead xyxy=(18,56,929,105)
hampi-body3: ಕಡಿತಗೊಂಡಿದ್ದರಿಂದ ಹಂಪಿ ಸಂಚರಿಸಲು ಪ್ರವಾಸಿಗರು ಪರದಾಡುವಂತಾಗಿದೆ. ನದಿ ಪಾತ್ರದಲ್ಲಿ ಯಾರೂ ಇಳಿಯದಂತೆ ತಾಲೂಕು ಆಡಳಿತ ಎಚ್ಚರಿಕೆ ನೀಡಿದೆ. ನೀರಿನ ಮಟ್ಟ ಏರಿಕೆ ಕಂಡು ಬಂದಿದ್ದು, ಮುಂಜಾಗ್ರತಾ ಕ್ರಮವಾಗಿ ತೆಪ್ಪ ಹಾಗೂ ಬೋಟ್‌ಗಳ ಸಂಚಾರ ನಿಷೇಧಿಸಲಾಗಿದೆ. ಕಂದಾಯ ಹಾಗೂ ಪೊಲೀಸ್ ಇಲಾಖೆ ಅಧಿಕಾರಿಗಳು ನದಿ ಪಾತ್ರಕ್ಕೆ ಭೇಟಿ ನೀಡಿ ಪರಿಶೀಲನೆ ನಡೆಸಿದರು. ಜಲಾಶಯದಿಂದ ಇನ್ನೂ ಹೆಚ್ಚಿನ ನೀರು ಹೊರಬಿಡುವ ಸಾಧ್ಯತೆ ಇದ್ದು, ಜನರು ಎಚ್ಚರ ವಹಿಸಬೇಕು ಎಂದು ತಹಸೀಲ್ದಾರ್ ಸೂಚಿಸಿದ್ದಾರೆ. xyxy=(738,1116,922,1208)
shivashekar-headline: ರಾಸಾಯನಿಕ ಮುಕ್ತ ಕೃಷಿ ಅಳವಡಿಕೆಗೆ ರೈತರಿಗೆ ಅರಿವು – ಶಿವಶೇಖರ xyxy=(24,429,429,453)
crop-mark-icon: + xyxy=(912,39,924,55)
city-item: ● ತುಮಕೂರು xyxy=(480,63,525,74)
school-caption-byline: ● ರಾಜೇಶ ಬಳಿಗ, xyxy=(24,1419,71,1428)
